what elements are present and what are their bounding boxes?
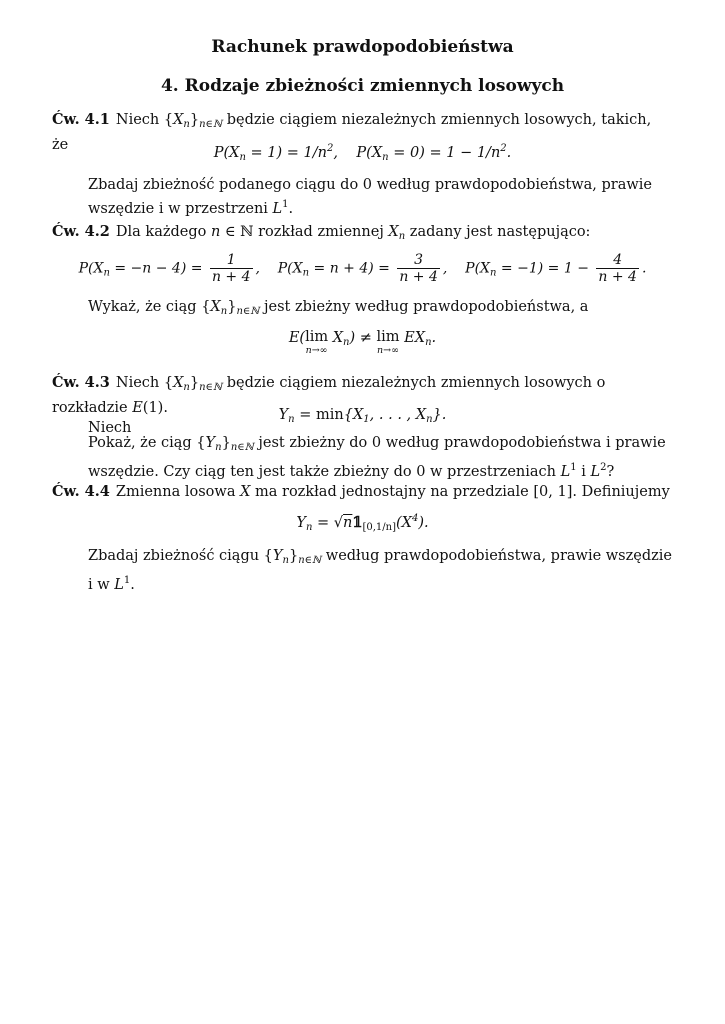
exercise-label: Ćw. 4.1 — [52, 111, 110, 128]
exercise-4-3-intro — [52, 373, 672, 438]
exercise-4-2-text: Wykaż, że ciąg $\{X_n\}_{n\in ℕ}$ jest zbieżny według prawdopodobieństwa, a — [88, 299, 589, 317]
exercise-label: Ćw. 4.3 — [52, 374, 110, 391]
exercise-intro-text: Dla każdego n ∈ ℕ rozkład zmiennej $X_n$ zadany jest następująco: — [115, 224, 591, 242]
exercise-label: Ćw. 4.4 — [52, 483, 110, 500]
exercise-label: Ćw. 4.2 — [52, 223, 110, 240]
exercise-intro-text: Niech $\{X_n\}_{n\in ℕ}$ będzie ciągiem niezależnych zmiennych losowych o rozkładzie E(1). Niech — [52, 375, 606, 436]
exercise-4-3-text: Pokaż, że ciąg $\{Y_n\}_{n\in ℕ}$ jest zbieżny do 0 według prawdopodobieństwa i prawie wszędzie. Czy ciąg ten jest także zbieżny do 0 w przestrzeniach $L^1$ i $L^2$? — [88, 435, 666, 480]
exercise-4-2-intro — [52, 222, 672, 247]
exercise-4-2-formula: $P(X_n = -n - 4)$ = $\frac{1}{n + 4}$ , $P(X_n = n + 4)$ = $\frac{3}{n + 4}$ , $P(X_n = -1) = 1$ − $\frac{4}{n + 4}$ . — [78, 252, 647, 285]
exercise-intro-text: Niech $\{X_n\}_{n\in ℕ}$ będzie ciągiem niezależnych zmiennych losowych, takich, że — [52, 112, 652, 153]
exercise-4-1-text: Zbadaj zbieżność podanego ciągu do 0 według prawdopodobieństwa, prawie wszędzie i w przestrzeni $L^1$. — [88, 177, 652, 217]
exercise-4-3-formula: $Y_n = \min\{X_1$, . . . , $X_n$}. — [278, 407, 447, 425]
exercise-4-4-text: Zbadaj zbieżność ciągu $\{Y_n\}_{n\in ℕ}$ według prawdopodobieństwa, prawie wszędzie i w $L^1$. — [88, 548, 672, 593]
exercise-4-4-formula: $Y_n$ = $√n𝟙_{[0,1/n]}(X^4)$. — [296, 513, 429, 533]
exercise-4-4-intro — [52, 482, 672, 502]
document-subtitle: 4. Rodzaje zbieżności zmiennych losowych — [160, 76, 565, 96]
exercise-4-2-formula2: E(lim n→∞ $X_n) \ne \lim$ n→∞ $EX_n$. — [288, 329, 437, 356]
document-title: Rachunek prawdopodobieństwa — [211, 37, 514, 57]
exercise-4-1-formula: $P(X_n = 1) = 1/n^2$, $P(X_n = 0) = 1 - 1/n^2$. — [213, 143, 512, 163]
exercise-intro-text: Zmienna losowa X ma rozkład jednostajny na przedziale [0, 1]. Definiujemy — [115, 484, 670, 500]
